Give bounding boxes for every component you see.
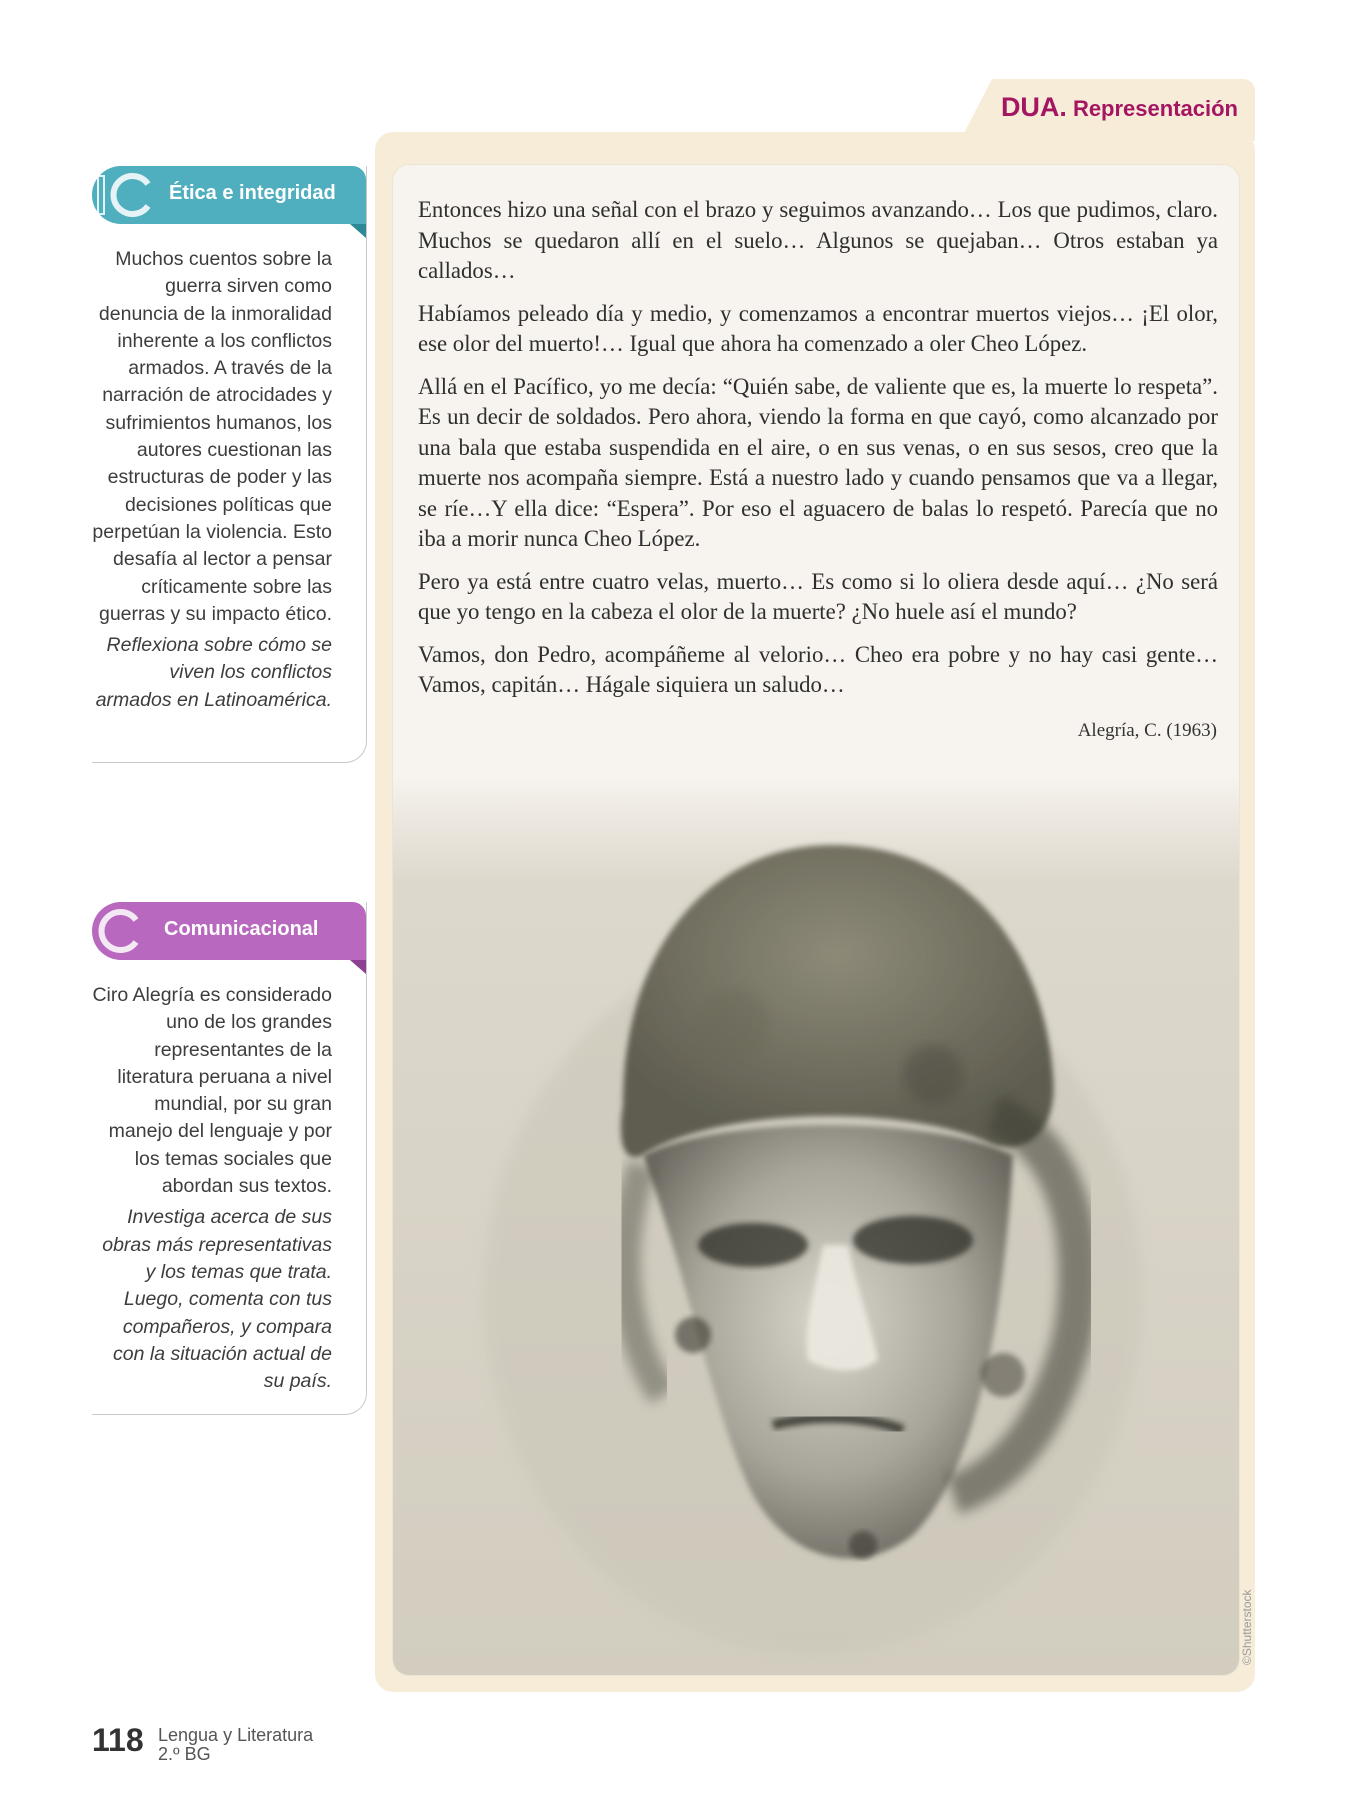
comunicacional-header [92,902,366,960]
soldier-illustration [393,775,1239,1675]
etica-prompt: Reflexiona sobre cómo se viven los conflictos armados en Latinoamérica. [95,634,332,711]
comunicacional-text [92,982,332,1395]
dua-strong: DUA. [1000,92,1067,122]
communication-c-icon [92,906,152,956]
etica-header [92,166,366,224]
reading-text [418,195,1218,713]
reading-card [393,165,1239,1675]
etica-text [92,246,332,714]
ethics-ic-icon [92,170,162,220]
reading-paragraph-4: Pero ya está entre cuatro velas, muerto… Es como si lo oliera desde aquí… ¿No será que yo tengo en la cabeza el olor de la muerte? ¿No huele así el mundo? [418,568,1218,624]
etica-fold [350,224,366,238]
etica-body: Muchos cuentos sobre la guerra sirven como denuncia de la inmoralidad inherente a los conflictos armados. A través de la narración de atrocidades y sufrimientos humanos, los autores cuestionan las estructuras de poder y las decisiones políticas que perpetúan la violencia. Esto desafía al lector a pensar críticamente sobre las guerras y su impacto ético. [92,248,332,625]
dua-label [1001,92,1238,123]
comunicacional-fold [350,960,366,974]
dua-rest: Representación [1072,96,1238,121]
page-number: 118 [92,1722,144,1758]
reading-paragraph-1: Entonces hizo una señal con el brazo y seguimos avanzando… Los que pudimos, claro. Muchos se quedaron allí en el suelo… Algunos se quejaban… Otros estaban ya callados… [418,197,1218,283]
reading-paragraph-2: Habíamos peleado día y medio, y comenzamos a encontrar muertos viejos… ¡El olor, ese olor del muerto!… Igual que ahora ha comenzado a oler Cheo López. [418,300,1218,356]
comunicacional-body: Ciro Alegría es considerado uno de los grandes representantes de la literatura peruana a nivel mundial, por su gran manejo del lenguaje y por los temas sociales que abordan sus textos. [92,984,332,1198]
reading-paragraph-3: Allá en el Pacífico, yo me decía: “Quién sabe, de valiente que es, la muerte lo respeta”. Es un decir de soldados. Pero ahora, viendo la forma en que cayó, como alcanzado por una bala que estaba suspendida en el aire, o en sus venas, o en sus sesos, creo que la muerte nos acompaña siempre. Está a nuestro lado y cuando pensamos que va a llegar, se ríe…Y ella dice: “Espera”. Por eso el aguacero de balas lo respetó. Parecía que no iba a morir nunca Cheo López. [418,373,1218,551]
comunicacional-prompt: Investiga acerca de sus obras más representativas y los temas que trata. Luego, comenta con tus compañeros, y compara con la situación actual de su país. [102,1206,332,1393]
comunicacional-title: Comunicacional [164,918,319,940]
etica-box [92,166,367,763]
reading-paragraph-5: Vamos, don Pedro, acompáñeme al velorio… Cheo era pobre y no hay casi gente… Vamos, capitán… Hágale siquiera un saludo… [418,641,1218,697]
comunicacional-box [92,902,367,1415]
footer-subject [158,1726,313,1764]
photo-credit: ©Shutterstock [1240,1589,1254,1665]
etica-title: Ética e integridad [169,182,336,204]
citation: Alegría, C. (1963) [1077,720,1217,741]
footer-subject-name: Lengua y Literatura [158,1725,314,1745]
footer-grade: 2.º BG [158,1744,211,1764]
